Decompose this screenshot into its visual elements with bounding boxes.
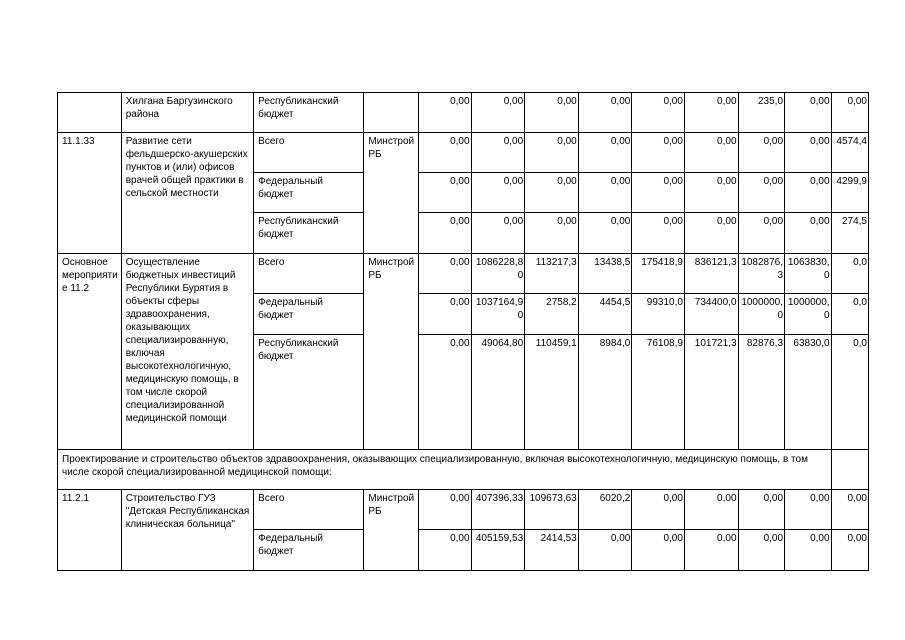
value-cell: 0,00 bbox=[684, 530, 738, 571]
value-cell: 0,00 bbox=[684, 93, 738, 133]
value-cell: 0,00 bbox=[738, 173, 785, 213]
value-cell: 0,00 bbox=[418, 490, 471, 530]
value-cell: 1000000,0 bbox=[785, 294, 832, 335]
value-cell: 0,00 bbox=[684, 213, 738, 254]
value-cell: 110459,1 bbox=[525, 335, 579, 450]
value-cell: 0,00 bbox=[632, 133, 685, 173]
value-cell: 2414,53 bbox=[525, 530, 579, 571]
value-cell: 0,00 bbox=[684, 133, 738, 173]
value-cell: 13438,5 bbox=[578, 254, 632, 294]
value-cell: 0,00 bbox=[684, 490, 738, 530]
row-code bbox=[58, 93, 122, 133]
value-cell: 4454,5 bbox=[578, 294, 632, 335]
value-cell: 1082876,3 bbox=[738, 254, 785, 294]
value-cell: 0,00 bbox=[738, 213, 785, 254]
row-executor: Минстрой РБ bbox=[364, 133, 419, 254]
value-cell: 0,00 bbox=[632, 173, 685, 213]
row-code: Основное мероприятие 11.2 bbox=[58, 254, 122, 450]
row-name: Развитие сети фельдшерско-акушерских пунктов и (или) офисов врачей общей практики в сельской местности bbox=[121, 133, 253, 254]
value-cell: 0,00 bbox=[632, 213, 685, 254]
funding-source: Всего bbox=[254, 490, 364, 530]
value-cell: 0,00 bbox=[471, 173, 525, 213]
value-cell: 0,0 bbox=[831, 335, 868, 450]
value-cell: 0,00 bbox=[525, 133, 579, 173]
value-cell: 8984,0 bbox=[578, 335, 632, 450]
value-cell: 0,00 bbox=[785, 93, 832, 133]
value-cell: 0,00 bbox=[578, 173, 632, 213]
value-cell: 0,00 bbox=[418, 133, 471, 173]
value-cell: 0,00 bbox=[418, 530, 471, 571]
value-cell: 0,00 bbox=[578, 133, 632, 173]
value-cell: 0,00 bbox=[418, 213, 471, 254]
value-cell: 0,00 bbox=[785, 530, 832, 571]
row-executor: Минстрой РБ bbox=[364, 490, 419, 571]
table-row bbox=[58, 133, 869, 173]
value-cell: 0,00 bbox=[785, 490, 832, 530]
value-cell: 0,00 bbox=[418, 93, 471, 133]
value-cell: 0,00 bbox=[831, 93, 868, 133]
budget-table bbox=[57, 92, 869, 571]
value-cell: 0,00 bbox=[418, 173, 471, 213]
row-name: Хилгана Баргузинского района bbox=[121, 93, 253, 133]
value-cell: 2758,2 bbox=[525, 294, 579, 335]
value-cell: 0,00 bbox=[471, 213, 525, 254]
value-cell: 49064,80 bbox=[471, 335, 525, 450]
value-cell: 76108,9 bbox=[632, 335, 685, 450]
value-cell: 0,0 bbox=[831, 294, 868, 335]
row-code: 11.1.33 bbox=[58, 133, 122, 254]
table-row bbox=[58, 93, 869, 133]
value-cell: 407396,33 bbox=[471, 490, 525, 530]
value-cell: 0,00 bbox=[418, 335, 471, 450]
value-cell: 0,00 bbox=[738, 530, 785, 571]
value-cell: 1086228,80 bbox=[471, 254, 525, 294]
value-cell: 0,00 bbox=[525, 93, 579, 133]
value-cell: 99310,0 bbox=[632, 294, 685, 335]
section-heading: Проектирование и строительство объектов здравоохранения, оказывающих специализированную, включая высокотехнологичную, медицинскую помощь, в том числе скорой специализированной медицинской помощи: bbox=[58, 450, 832, 490]
value-cell: 734400,0 bbox=[684, 294, 738, 335]
value-cell: 235,0 bbox=[738, 93, 785, 133]
funding-source: Республиканский бюджет bbox=[254, 213, 364, 254]
value-cell: 175418,9 bbox=[632, 254, 685, 294]
funding-source: Федеральный бюджет bbox=[254, 530, 364, 571]
section-row bbox=[58, 450, 869, 490]
value-cell: 0,00 bbox=[632, 490, 685, 530]
row-executor: Минстрой РБ bbox=[364, 254, 419, 450]
funding-source: Всего bbox=[254, 254, 364, 294]
empty-cell bbox=[831, 450, 868, 490]
value-cell: 0,00 bbox=[632, 530, 685, 571]
value-cell: 0,00 bbox=[738, 490, 785, 530]
value-cell: 0,00 bbox=[471, 133, 525, 173]
funding-source: Республиканский бюджет bbox=[254, 93, 364, 133]
value-cell: 0,00 bbox=[785, 173, 832, 213]
value-cell: 0,00 bbox=[525, 213, 579, 254]
row-executor bbox=[364, 93, 419, 133]
table-row bbox=[58, 490, 869, 530]
funding-source: Республиканский бюджет bbox=[254, 335, 364, 450]
value-cell: 0,00 bbox=[831, 490, 868, 530]
value-cell: 274,5 bbox=[831, 213, 868, 254]
funding-source: Федеральный бюджет bbox=[254, 294, 364, 335]
value-cell: 113217,3 bbox=[525, 254, 579, 294]
value-cell: 63830,0 bbox=[785, 335, 832, 450]
value-cell: 1063830,0 bbox=[785, 254, 832, 294]
value-cell: 4299,9 bbox=[831, 173, 868, 213]
value-cell: 0,00 bbox=[632, 93, 685, 133]
value-cell: 101721,3 bbox=[684, 335, 738, 450]
value-cell: 0,0 bbox=[831, 254, 868, 294]
value-cell: 109673,63 bbox=[525, 490, 579, 530]
funding-source: Всего bbox=[254, 133, 364, 173]
value-cell: 0,00 bbox=[831, 530, 868, 571]
value-cell: 0,00 bbox=[785, 213, 832, 254]
value-cell: 1000000,0 bbox=[738, 294, 785, 335]
value-cell: 0,00 bbox=[578, 530, 632, 571]
value-cell: 405159,53 bbox=[471, 530, 525, 571]
value-cell: 0,00 bbox=[684, 173, 738, 213]
value-cell: 0,00 bbox=[418, 254, 471, 294]
funding-source: Федеральный бюджет bbox=[254, 173, 364, 213]
value-cell: 0,00 bbox=[785, 133, 832, 173]
row-name: Строительство ГУЗ "Детская Республиканская клиническая больница" bbox=[121, 490, 253, 571]
value-cell: 0,00 bbox=[471, 93, 525, 133]
value-cell: 0,00 bbox=[578, 213, 632, 254]
table-row bbox=[58, 254, 869, 294]
value-cell: 0,00 bbox=[738, 133, 785, 173]
value-cell: 0,00 bbox=[578, 93, 632, 133]
row-name: Осуществление бюджетных инвестиций Республики Бурятия в объекты сферы здравоохранения, оказывающих специализированную, включая высокотехнологичную, медицинскую помощь, в том числе скорой специализированной медицинской помощи bbox=[121, 254, 253, 450]
value-cell: 1037164,90 bbox=[471, 294, 525, 335]
row-code: 11.2.1 bbox=[58, 490, 122, 571]
value-cell: 82876,3 bbox=[738, 335, 785, 450]
value-cell: 836121,3 bbox=[684, 254, 738, 294]
value-cell: 6020,2 bbox=[578, 490, 632, 530]
value-cell: 0,00 bbox=[525, 173, 579, 213]
value-cell: 0,00 bbox=[418, 294, 471, 335]
value-cell: 4574,4 bbox=[831, 133, 868, 173]
